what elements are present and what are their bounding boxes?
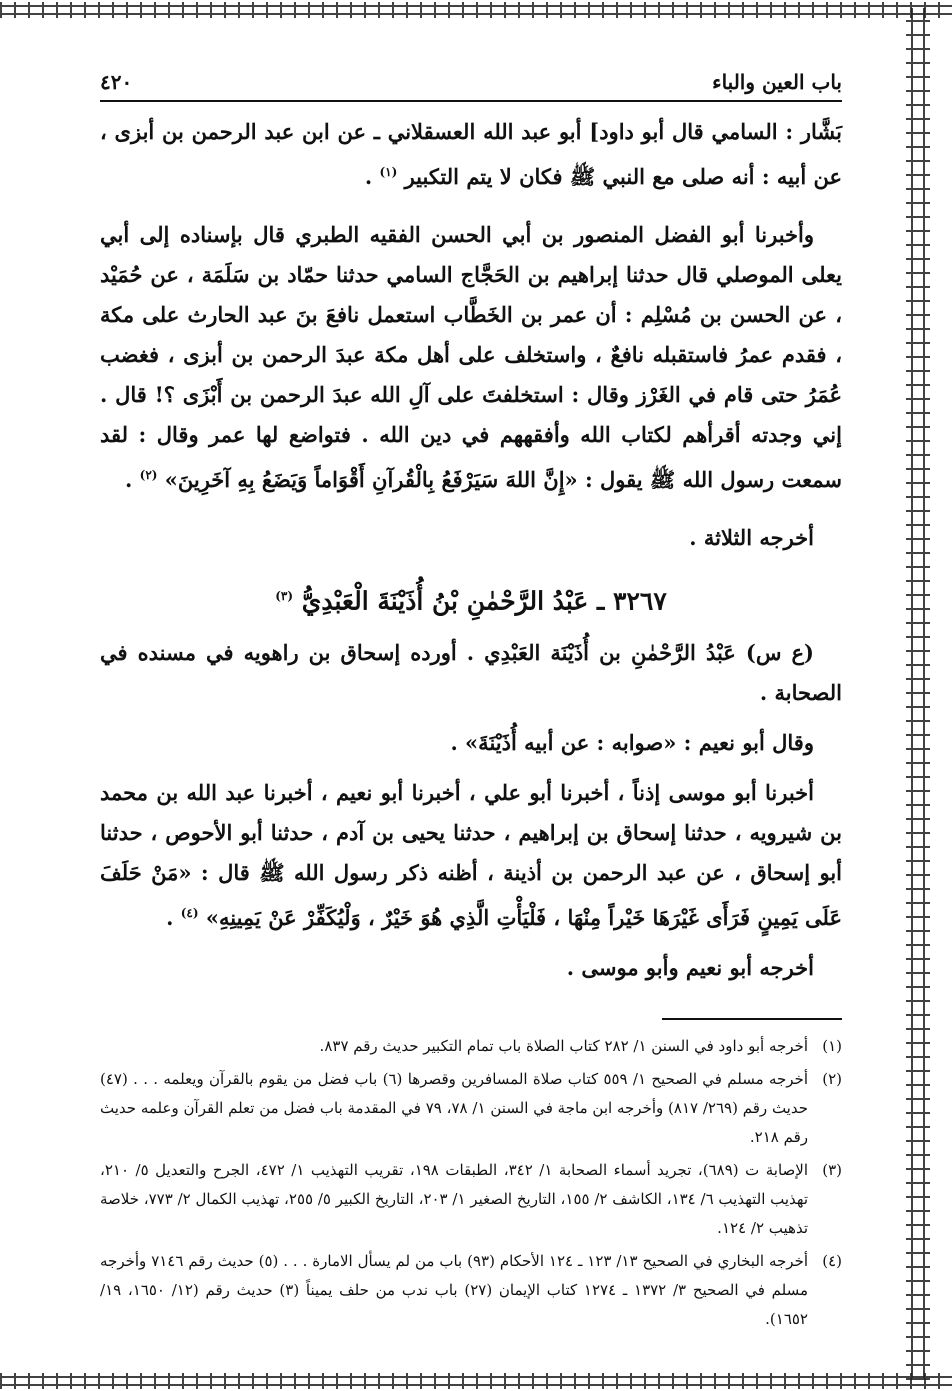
paragraph-4: (ع س) عَبْدُ الرَّحْمٰنِ بن أُذَيْنَة العَبْدِي . أورده إسحاق بن راهويه في مسنده في الصحابة . (100, 640, 842, 706)
main-text (100, 112, 842, 988)
footnote: (٤)أخرجه البخاري في الصحيح ١٣/ ١٢٣ ـ ١٢٤ الأحكام (٩٣) باب من لم يسأل الامارة . . . (٥) حديث رقم ٧١٤٦ وأخرجه مسلم في الصحيح ٣/ ١٣٧٢ ـ ١٢٧٤ كتاب الإيمان (٢٧) باب ندب من حلف يميناً (٣) حديث رقم (١٢/ ١٦٥٠، ١٩/ ١٦٥٢). (100, 1252, 843, 1329)
paragraph-1: بَشَّار : السامي قال أبو داود] أبو عبد الله العسقلاني ـ عن ابن عبد الرحمن بن أبزى ، عن أبيه : أنه صلى مع النبي ﷺ فكان لا يتم التكبير $^{(١)}$ . (100, 119, 842, 189)
paragraph-3: أخرجه الثلاثة . (689, 525, 814, 550)
footnotes (100, 1032, 842, 1334)
footnote: (١)أخرجه أبو داود في السنن ١/ ٢٨٢ كتاب الصلاة باب تمام التكبير حديث رقم ٨٣٧. (319, 1037, 842, 1056)
running-header (100, 60, 842, 102)
footnote-ref-4: (٤) (180, 906, 199, 921)
hadith-quote-1: «إِنَّ اللهَ سَيَرْفَعُ بِالْقُرآنِ أَقْوَاماً وَيَضَعُ بِهِ آخَرِينَ» (164, 467, 578, 492)
footnote: (٢)أخرجه مسلم في الصحيح ١/ ٥٥٩ كتاب صلاة المسافرين وقصرها (٦) باب فضل من يقوم بالقرآن ويعلمه . . . (٤٧) حديث رقم (٢٦٩/ ٨١٧) وأخرجه ابن ماجة في السنن ١/ ٧٨، ٧٩ في المقدمة باب فضل من تعلم القرآن وعلمه حديث رقم ٢١٨. (100, 1070, 842, 1147)
entry-heading: ٣٢٦٧ ـ عَبْدُ الرَّحْمٰنِ بْنُ أُذَيْنَةَ الْعَبْدِيُّ $^{(٣)}$ (275, 586, 667, 616)
footnote-ref-3: (٣) (275, 589, 294, 603)
chapter-title: باب العين والباء (712, 70, 842, 94)
decorative-border-bottom (0, 1373, 952, 1389)
paragraph-2: وأخبرنا أبو الفضل المنصور بن أبي الحسن الفقيه الطبري قال بإسناده إلى أبي يعلى الموصلي قال حدثنا إبراهيم بن الحَجَّاج السامي حدثنا حمّاد بن سَلَمَة ، عن حُمَيْد ، عن الحسن بن مُسْلِم : أن عمر بن الخَطَّاب استعمل نافعَ بنَ عبد الحارث على مكة ، فقدم عمرُ فاستقبله نافعٌ ، واستخلف على أهل مكة عبدَ الرحمن بن أبزى ، فغضب عُمَرُ حتى قام في الغَرْز وقال : استخلفتَ على آلِ الله عبدَ الرحمن بن أَبْزَى ؟! قال . إني وجدته أقرأهم لكتاب الله وأفقههم في دين الله . فتواضع لها عمر وقال : لقد سمعت رسول الله ﷺ يقول : «إِنَّ اللهَ سَيَرْفَعُ بِالْقُرآنِ أَقْوَاماً وَيَضَعُ بِهِ آخَرِينَ» $^{(٢)}$ . (100, 222, 842, 492)
footnote-ref-1: (١) (379, 165, 398, 179)
hadith-quote-2: «مَنْ حَلَفَ عَلَى يَمِينٍ فَرَأَى غَيْرَهَا خَيْراً مِنْهَا ، فَلْيَأْتِ الَّذِي هُوَ خَيْرٌ ، وَلْيُكَفِّرْ عَنْ يَمِينِهِ» (100, 860, 842, 931)
paragraph-7: أخرجه أبو نعيم وأبو موسى . (566, 955, 814, 981)
decorative-border-right (906, 8, 930, 1380)
paragraph-5: وقال أبو نعيم : «صوابه : عن أبيه أُذَيْنَةَ» . (450, 730, 814, 756)
page-number: ٤٢٠ (100, 70, 133, 94)
footnote: (٣)الإصابة ت (٦٨٩)، تجريد أسماء الصحابة ١/ ٣٤٢، الطبقات ١٩٨، تقريب التهذيب ١/ ٤٧٢، الجرح والتعديل ٥/ ٢١٠، تهذيب التهذيب ٦/ ١٣٤، الكاشف ٢/ ١٥٥، التاريخ الصغير ١/ ٢٠٣، التاريخ الكبير ٥/ ٢٥٥، تهذيب الكمال ٢/ ٧٧٣، خلاصة تذهيب ٢/ ١٢٤. (100, 1161, 842, 1238)
book-page (100, 60, 842, 1338)
decorative-border-top (0, 2, 952, 18)
paragraph-6: أخبرنا أبو موسى إذناً ، أخبرنا أبو علي ، أخبرنا أبو نعيم ، أخبرنا عبد الله بن محمد بن شيرويه ، حدثنا إسحاق بن إبراهيم ، حدثنا يحيى بن آدم ، حدثنا أبو الأحوص ، حدثنا أبو إسحاق ، عن عبد الرحمن بن أذينة ، أظنه ذكر رسول الله ﷺ قال : «مَنْ حَلَفَ عَلَى يَمِينٍ فَرَأَى غَيْرَهَا خَيْراً مِنْهَا ، فَلْيَأْتِ الَّذِي هُوَ خَيْرٌ ، وَلْيُكَفِّرْ عَنْ يَمِينِهِ» $^{(٤)}$ . (100, 780, 843, 931)
footnote-separator (662, 1018, 842, 1020)
footnote-ref-2: (٢) (139, 468, 158, 482)
